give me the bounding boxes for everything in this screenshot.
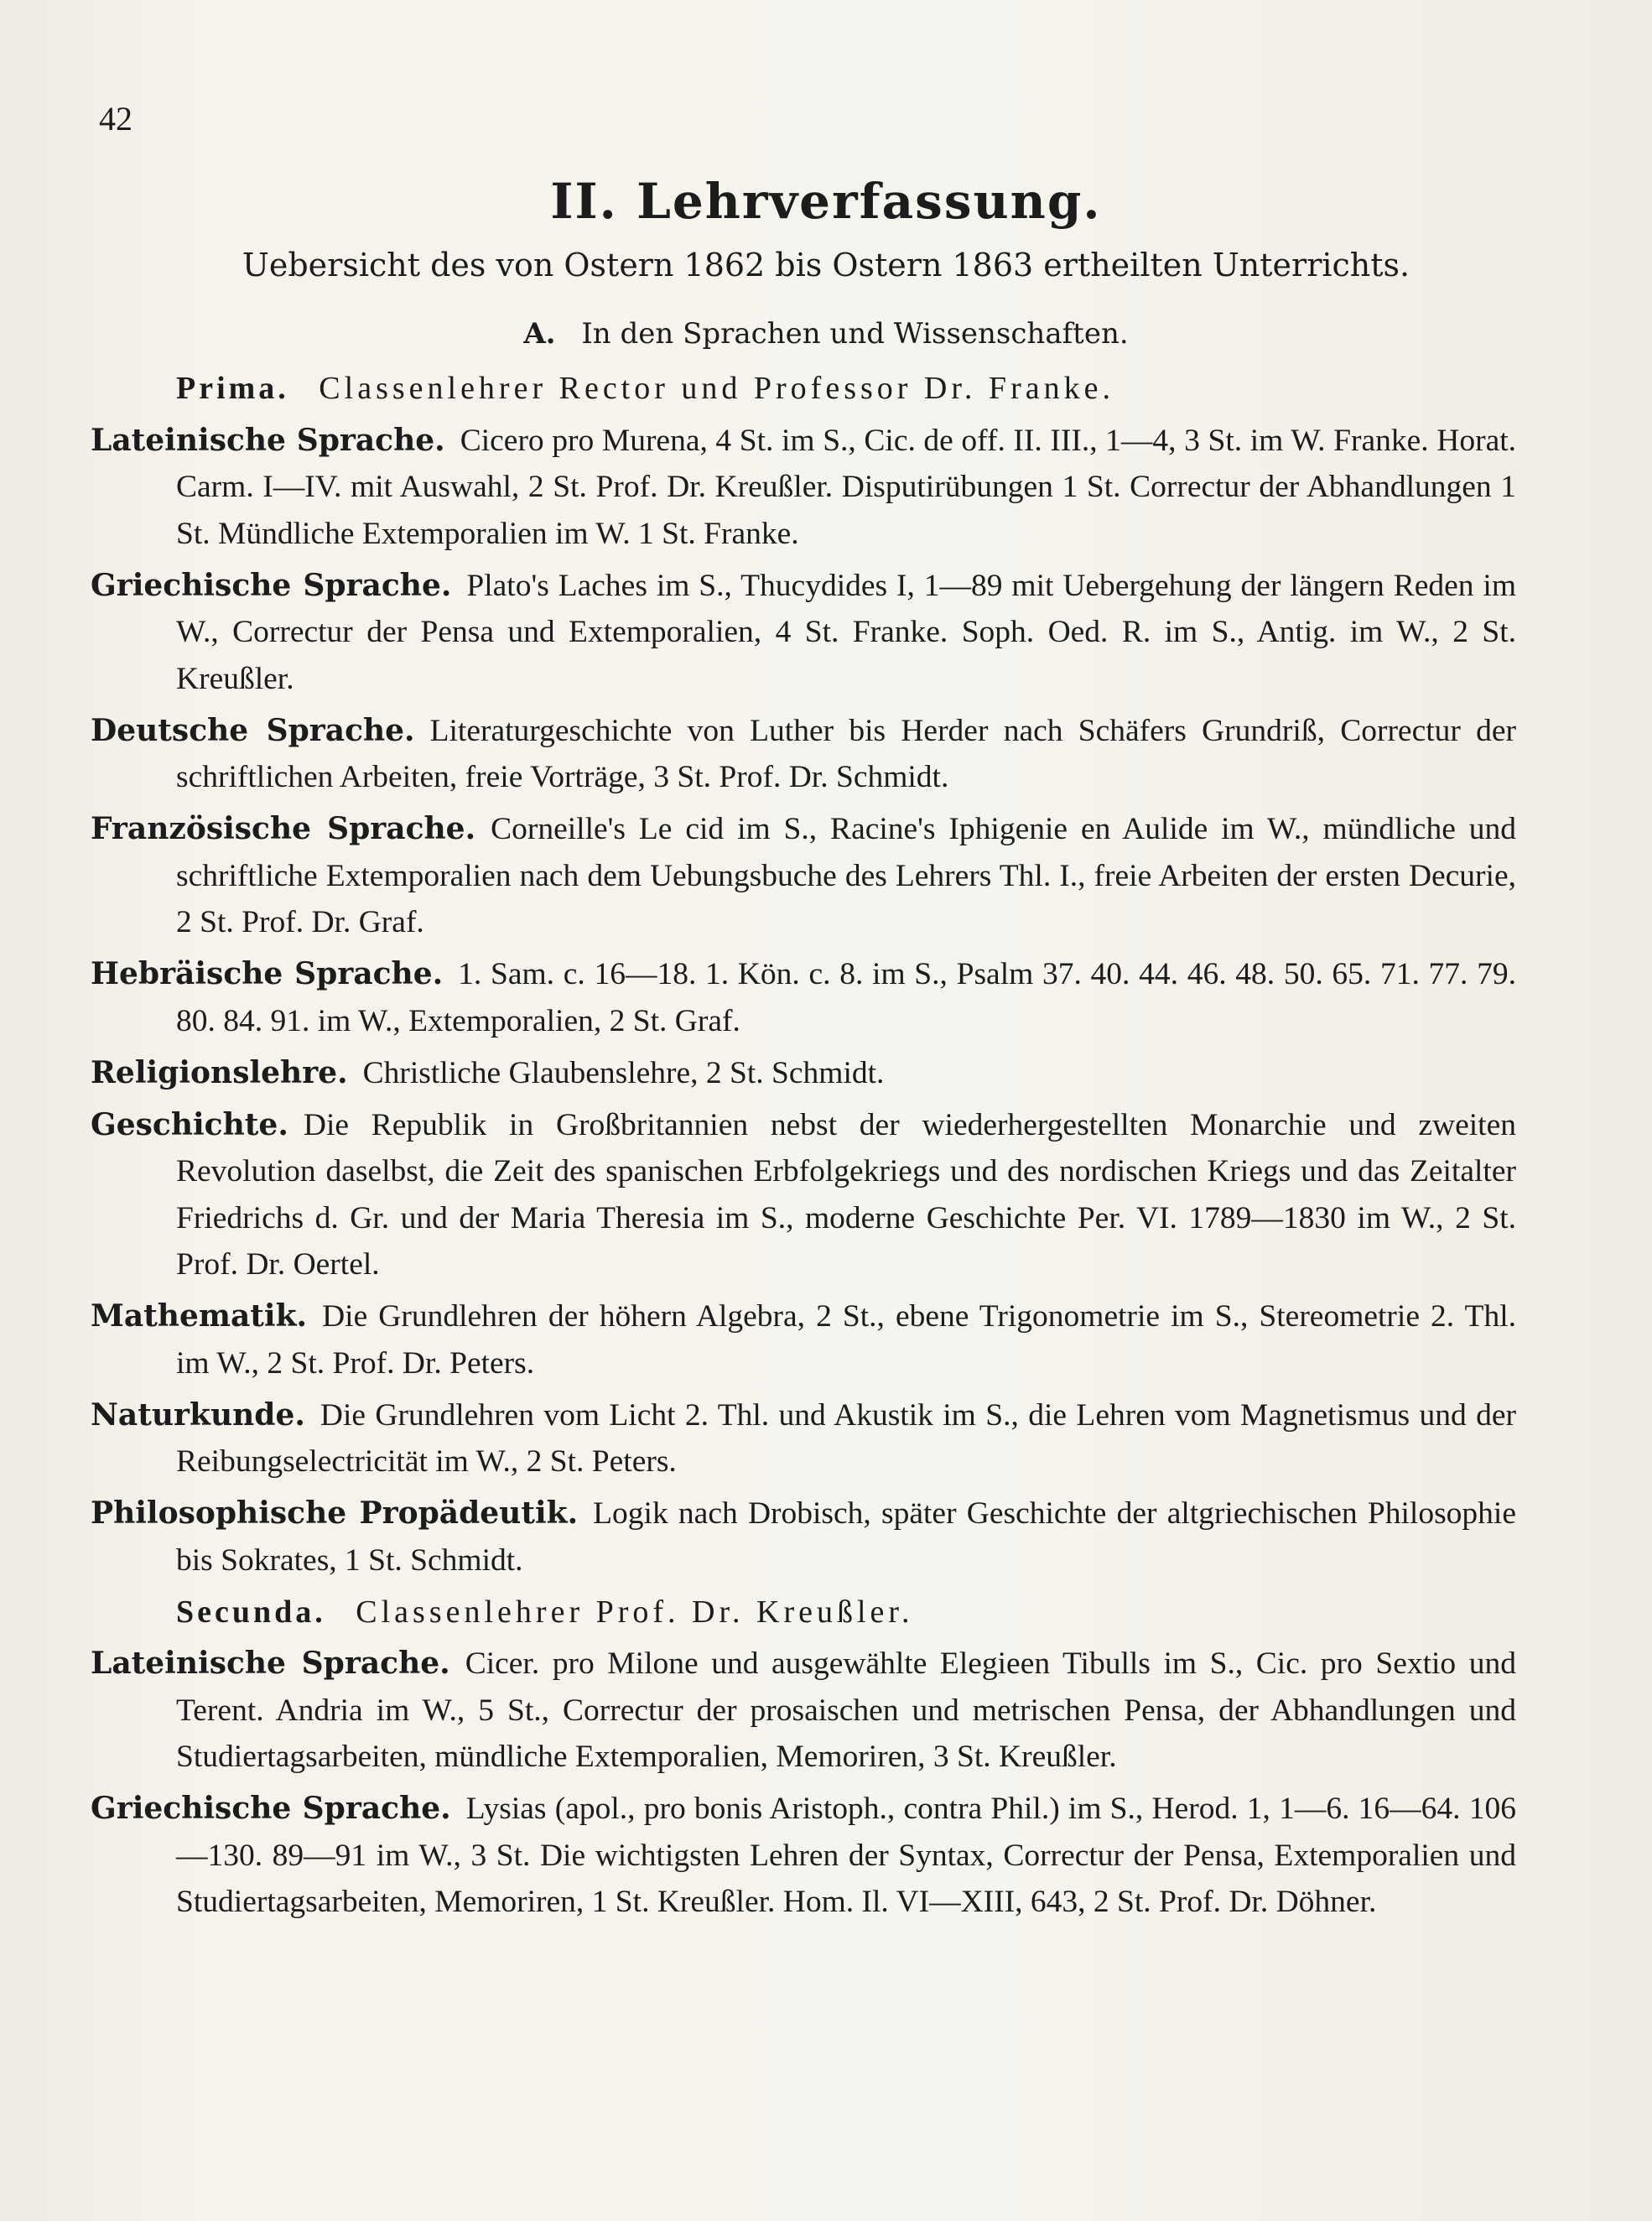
subject-text: Christliche Glaubenslehre, 2 St. Schmidt. xyxy=(362,1055,885,1090)
subject-entry xyxy=(91,806,1516,946)
subject-entry xyxy=(91,1786,1516,1926)
subsection-title: In den Sprachen und Wissenschaften. xyxy=(581,317,1129,351)
subject-entry xyxy=(91,1392,1516,1485)
subject-entry xyxy=(91,563,1516,703)
subject-text: Plato's Laches im S., Thucydides I, 1—89 mit Uebergehung der längern Reden im W., Correctur der Pensa und Extemporalien, 4 St. Franke. Soph. Oed. R. im S., Antig. im W., 2 St. Kreußler. xyxy=(176,568,1516,696)
subsection-heading xyxy=(0,317,1652,351)
subject-entry xyxy=(91,1490,1516,1584)
subject-entry xyxy=(91,708,1516,801)
page-number: 42 xyxy=(99,100,132,138)
subject-label: Hebräische Sprache. xyxy=(91,956,444,991)
subsection-letter: A. xyxy=(523,317,556,351)
subject-text: Corneille's Le cid im S., Racine's Iphigenie en Aulide im W., mündliche und schriftliche Extemporalien nach dem Uebungsbuche des Lehrers Thl. I., freie Arbeiten der ersten Decurie, 2 St. Prof. Dr. Graf. xyxy=(176,812,1516,939)
class-teacher: Classenlehrer Rector und Professor Dr. Franke. xyxy=(319,371,1114,406)
subject-label: Lateinische Sprache. xyxy=(91,1646,450,1681)
subject-text: Cicero pro Murena, 4 St. im S., Cic. de off. II. III., 1—4, 3 St. im W. Franke. Horat. Carm. I—IV. mit Auswahl, 2 St. Prof. Dr. Kreußler. Disputirübungen 1 St. Correctur der Abhandlungen 1 St. Mündliche Extemporalien im W. 1 St. Franke. xyxy=(176,423,1517,551)
section-heading: II. Lehrverfassung. xyxy=(550,173,1102,230)
subject-label: Griechische Sprache. xyxy=(91,567,452,603)
subject-entry xyxy=(91,418,1516,558)
subject-label: Philosophische Propädeutik. xyxy=(91,1495,579,1531)
subject-entry xyxy=(91,1050,1516,1097)
subject-label: Mathematik. xyxy=(91,1298,308,1334)
subject-text: Cicer. pro Milone und ausgewählte Elegieen Tibulls im S., Cic. pro Sextio und Terent. Andria im W., 5 St., Correctur der prosaischen und metrischen Pensa, der Abhandlungen und Studiertagsarbeiten, mündliche Extemporalien, Memoriren, 3 St. Kreußler. xyxy=(176,1646,1516,1774)
subject-text: 1. Sam. c. 16—18. 1. Kön. c. 8. im S., Psalm 37. 40. 44. 46. 48. 50. 65. 71. 77. 79. 80. 84. 91. im W., Extemporalien, 2 St. Graf. xyxy=(176,957,1516,1038)
subject-entry xyxy=(91,951,1516,1044)
subject-entry xyxy=(91,1102,1516,1288)
subject-text: Logik nach Drobisch, später Geschichte der altgriechischen Philosophie bis Sokrates, 1 St. Schmidt. xyxy=(176,1496,1516,1578)
class-teacher: Classenlehrer Prof. Dr. Kreußler. xyxy=(356,1594,914,1630)
subject-label: Religionslehre. xyxy=(91,1054,348,1090)
subject-text: Die Grundlehren der höhern Algebra, 2 St., ebene Trigonometrie im S., Stereometrie 2. Thl. im W., 2 St. Prof. Dr. Peters. xyxy=(176,1299,1516,1381)
subject-text: Die Republik in Großbritannien nebst der wiederhergestellten Monarchie und zweiten Revolution daselbst, die Zeit des spanischen Erbfolgekriegs und des nordischen Kriegs und das Zeitalter Friedrichs d. Gr. und der Maria Theresia im S., moderne Geschichte Per. VI. 1789—1830 im W., 2 St. Prof. Dr. Oertel. xyxy=(176,1107,1516,1282)
subject-label: Deutsche Sprache. xyxy=(91,712,415,748)
subject-label: Griechische Sprache. xyxy=(91,1791,451,1826)
subject-text: Lysias (apol., pro bonis Aristoph., contra Phil.) im S., Herod. 1, 1—6. 16—64. 106—130. 89—91 im W., 3 St. Die wichtigsten Lehren der Syntax, Correctur der Pensa, Extemporalien und Studiertagsarbeiten, Memoriren, 1 St. Kreußler. Hom. Il. VI—XIII, 643, 2 St. Prof. Dr. Döhner. xyxy=(176,1792,1516,1919)
section-subheading: Uebersicht des von Ostern 1862 bis Ostern 1863 ertheilten Unterrichts. xyxy=(242,247,1410,283)
class-header-secunda xyxy=(91,1589,1516,1636)
subject-text: Literaturgeschichte von Luther bis Herder nach Schäfers Grundriß, Correctur der schriftlichen Arbeiten, freie Vorträge, 3 St. Prof. Dr. Schmidt. xyxy=(176,713,1517,794)
subject-entry xyxy=(91,1641,1516,1781)
subject-label: Naturkunde. xyxy=(91,1397,305,1433)
class-name: Secunda. xyxy=(176,1594,326,1630)
document-body xyxy=(91,366,1516,1931)
class-name: Prima. xyxy=(176,371,289,406)
subject-label: Französische Sprache. xyxy=(91,811,476,846)
subject-entry xyxy=(91,1293,1516,1386)
class-header-prima xyxy=(91,366,1516,413)
subject-text: Die Grundlehren vom Licht 2. Thl. und Akustik im S., die Lehren vom Magnetismus und der Reibungselectricität im W., 2 St. Peters. xyxy=(176,1397,1516,1479)
subject-label: Geschichte. xyxy=(91,1106,288,1142)
subject-label: Lateinische Sprache. xyxy=(91,422,445,458)
